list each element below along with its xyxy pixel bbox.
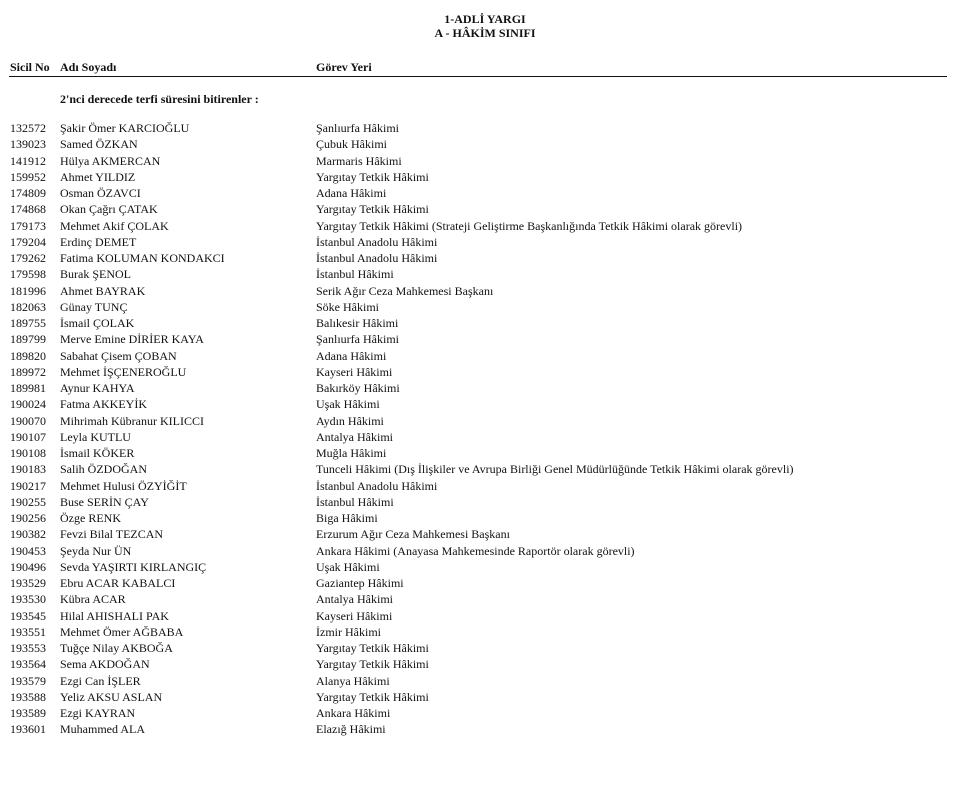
sicil-no-cell: 190070 [10, 413, 46, 428]
table-row [10, 689, 945, 705]
table-row [10, 153, 945, 169]
sicil-no-cell: 179173 [10, 218, 46, 233]
adi-soyadi-cell: Buse SERİN ÇAY [60, 494, 149, 509]
table-row [10, 396, 945, 412]
table-row [10, 218, 945, 234]
sicil-no-cell: 174809 [10, 186, 46, 200]
sicil-no-cell: 190108 [10, 446, 46, 460]
sicil-no-cell: 179262 [10, 251, 46, 265]
adi-soyadi-cell: Şeyda Nur ÜN [60, 543, 132, 558]
gorev-yeri-cell: İstanbul Hâkimi [316, 267, 394, 282]
adi-soyadi-cell: Ezgi KAYRAN [60, 706, 136, 720]
sicil-no-cell: 190453 [10, 543, 46, 558]
adi-soyadi-cell: Muhammed ALA [60, 722, 145, 737]
gorev-yeri-cell: Serik Ağır Ceza Mahkemesi Başkanı [316, 283, 494, 298]
adi-soyadi-cell: Ezgi Can İŞLER [60, 673, 141, 688]
sicil-no-cell: 139023 [10, 137, 46, 152]
gorev-yeri-cell: Marmaris Hâkimi [316, 153, 402, 168]
gorev-yeri-cell: Yargıtay Tetkik Hâkimi [316, 641, 429, 655]
title-line-1: 1-ADLİ YARGI [444, 12, 526, 26]
sicil-no-cell: 179598 [10, 267, 46, 282]
adi-soyadi-cell: Fatma AKKEYİK [60, 397, 147, 412]
table-row [10, 559, 945, 575]
sicil-no-cell: 190382 [10, 527, 46, 542]
gorev-yeri-cell: Antalya Hâkimi [316, 429, 393, 444]
adi-soyadi-cell: Leyla KUTLU [60, 429, 131, 444]
sicil-no-cell: 193601 [10, 722, 46, 737]
gorev-yeri-cell: Adana Hâkimi [316, 348, 387, 363]
table-row [10, 266, 945, 282]
table-row [10, 640, 945, 656]
gorev-yeri-cell: Balıkesir Hâkimi [316, 316, 399, 330]
table-row [10, 348, 945, 364]
sicil-no-cell: 193545 [10, 608, 46, 623]
adi-soyadi-cell: İsmail KÖKER [60, 446, 135, 460]
table-row [10, 624, 945, 640]
adi-soyadi-cell: Hilal AHISHALI PAK [60, 608, 169, 623]
document-titles [0, 12, 970, 40]
table-row [10, 575, 945, 591]
gorev-yeri-cell: İzmir Hâkimi [316, 624, 381, 639]
header-sicil-no: Sicil No [10, 60, 50, 74]
adi-soyadi-cell: Hülya AKMERCAN [60, 153, 161, 168]
sicil-no-cell: 193564 [10, 657, 46, 672]
table-row [10, 608, 945, 624]
table-row [10, 283, 945, 299]
sicil-no-cell: 193551 [10, 624, 46, 639]
adi-soyadi-cell: Fevzi Bilal TEZCAN [60, 527, 164, 542]
gorev-yeri-cell: Kayseri Hâkimi [316, 364, 393, 379]
adi-soyadi-cell: Samed ÖZKAN [60, 137, 138, 152]
sicil-no-cell: 132572 [10, 121, 46, 135]
table-row [10, 120, 945, 136]
sicil-no-cell: 174868 [10, 202, 46, 217]
gorev-yeri-cell: Erzurum Ağır Ceza Mahkemesi Başkanı [316, 527, 510, 542]
sicil-no-cell: 189972 [10, 364, 46, 379]
header-divider [9, 76, 947, 77]
adi-soyadi-cell: Sevda YAŞIRTI KIRLANGIÇ [60, 559, 207, 574]
adi-soyadi-cell: Sabahat Çisem ÇOBAN [60, 348, 177, 363]
table-row [10, 445, 945, 461]
sicil-no-cell: 179204 [10, 234, 46, 249]
sicil-no-cell: 190217 [10, 478, 46, 493]
gorev-yeri-cell: Uşak Hâkimi [316, 559, 380, 574]
table-row [10, 510, 945, 526]
sicil-no-cell: 190255 [10, 494, 46, 509]
adi-soyadi-cell: Mehmet Ömer AĞBABA [60, 624, 184, 639]
gorev-yeri-cell: İstanbul Anadolu Hâkimi [316, 251, 438, 265]
sicil-no-cell: 159952 [10, 169, 46, 184]
section-title: 2'nci derecede terfi süresini bitirenler : [60, 92, 259, 106]
table-row [10, 705, 945, 721]
sicil-no-cell: 193579 [10, 673, 46, 688]
adi-soyadi-cell: Erdinç DEMET [60, 234, 137, 249]
gorev-yeri-cell: Antalya Hâkimi [316, 592, 393, 607]
gorev-yeri-cell: Yargıtay Tetkik Hâkimi [316, 202, 429, 217]
adi-soyadi-cell: Yeliz AKSU ASLAN [60, 689, 163, 704]
sicil-no-cell: 193529 [10, 576, 46, 590]
adi-soyadi-cell: Merve Emine DİRİER KAYA [60, 332, 204, 347]
sicil-no-cell: 193589 [10, 706, 46, 720]
sicil-no-cell: 189981 [10, 381, 46, 395]
gorev-yeri-cell: Şanlıurfa Hâkimi [316, 332, 399, 347]
gorev-yeri-cell: İstanbul Hâkimi [316, 494, 394, 509]
adi-soyadi-cell: Mehmet Hulusi ÖZYİĞİT [60, 478, 187, 493]
table-row [10, 526, 945, 542]
sicil-no-cell: 193553 [10, 641, 46, 655]
gorev-yeri-cell: Yargıtay Tetkik Hâkimi (Strateji Geliştirme Başkanlığında Tetkik Hâkimi olarak görevli) [316, 218, 743, 233]
gorev-yeri-cell: Çubuk Hâkimi [316, 137, 387, 152]
gorev-yeri-cell: Yargıtay Tetkik Hâkimi [316, 169, 429, 184]
title-line-2: A - HÂKİM SINIFI [434, 26, 536, 40]
adi-soyadi-cell: Salih ÖZDOĞAN [60, 462, 147, 477]
gorev-yeri-cell: Gaziantep Hâkimi [316, 576, 404, 590]
table-row [10, 169, 945, 185]
table-row [10, 413, 945, 429]
gorev-yeri-cell: Bakırköy Hâkimi [316, 381, 400, 395]
gorev-yeri-cell: Alanya Hâkimi [316, 673, 390, 688]
adi-soyadi-cell: Okan Çağrı ÇATAK [60, 202, 158, 217]
sicil-no-cell: 190107 [10, 429, 46, 444]
gorev-yeri-cell: İstanbul Anadolu Hâkimi [316, 478, 438, 493]
sicil-no-cell: 190256 [10, 511, 46, 525]
adi-soyadi-cell: Tuğçe Nilay AKBOĞA [60, 641, 173, 655]
gorev-yeri-cell: Aydın Hâkimi [316, 413, 384, 428]
table-row [10, 429, 945, 445]
gorev-yeri-cell: Söke Hâkimi [316, 299, 379, 314]
adi-soyadi-cell: Ahmet YILDIZ [60, 169, 136, 184]
table-row [10, 543, 945, 559]
table-row [10, 721, 945, 737]
table-row [10, 591, 945, 607]
adi-soyadi-cell: Mehmet Akif ÇOLAK [60, 218, 169, 233]
table-row [10, 380, 945, 396]
gorev-yeri-cell: Muğla Hâkimi [316, 446, 387, 460]
table-row [10, 136, 945, 152]
sicil-no-cell: 182063 [10, 299, 46, 314]
gorev-yeri-cell: İstanbul Anadolu Hâkimi [316, 234, 438, 249]
table-row [10, 201, 945, 217]
gorev-yeri-cell: Ankara Hâkimi (Anayasa Mahkemesinde Raportör olarak görevli) [316, 543, 635, 558]
personnel-table-body [10, 120, 945, 738]
adi-soyadi-cell: Şakir Ömer KARCIOĞLU [60, 121, 190, 135]
sicil-no-cell: 189820 [10, 348, 46, 363]
sicil-no-cell: 189755 [10, 316, 46, 330]
adi-soyadi-cell: Sema AKDOĞAN [60, 657, 150, 672]
gorev-yeri-cell: Adana Hâkimi [316, 186, 387, 200]
table-row [10, 299, 945, 315]
table-row [10, 234, 945, 250]
table-row [10, 478, 945, 494]
sicil-no-cell: 189799 [10, 332, 46, 347]
table-row [10, 673, 945, 689]
sicil-no-cell: 190024 [10, 397, 46, 412]
table-row [10, 364, 945, 380]
gorev-yeri-cell: Elazığ Hâkimi [316, 722, 386, 737]
adi-soyadi-cell: Ebru ACAR KABALCI [60, 576, 176, 590]
gorev-yeri-cell: Uşak Hâkimi [316, 397, 380, 412]
sicil-no-cell: 190496 [10, 559, 46, 574]
adi-soyadi-cell: Ahmet BAYRAK [60, 283, 146, 298]
table-row [10, 315, 945, 331]
gorev-yeri-cell: Ankara Hâkimi [316, 706, 391, 720]
table-row [10, 185, 945, 201]
gorev-yeri-cell: Tunceli Hâkimi (Dış İlişkiler ve Avrupa Birliği Genel Müdürlüğünde Tetkik Hâkimi olarak görevli) [316, 462, 794, 477]
adi-soyadi-cell: Kübra ACAR [60, 592, 126, 607]
gorev-yeri-cell: Şanlıurfa Hâkimi [316, 121, 399, 135]
sicil-no-cell: 193588 [10, 689, 46, 704]
sicil-no-cell: 193530 [10, 592, 46, 607]
sicil-no-cell: 190183 [10, 462, 46, 477]
header-gorev-yeri: Görev Yeri [316, 60, 372, 74]
gorev-yeri-cell: Kayseri Hâkimi [316, 608, 393, 623]
adi-soyadi-cell: Mihrimah Kübranur KILICCI [60, 413, 204, 428]
adi-soyadi-cell: İsmail ÇOLAK [60, 316, 135, 330]
table-row [10, 461, 945, 477]
header-adi-soyadi: Adı Soyadı [60, 60, 117, 74]
gorev-yeri-cell: Yargıtay Tetkik Hâkimi [316, 689, 429, 704]
gorev-yeri-cell: Biga Hâkimi [316, 511, 378, 525]
adi-soyadi-cell: Osman ÖZAVCI [60, 186, 141, 200]
sicil-no-cell: 141912 [10, 153, 46, 168]
adi-soyadi-cell: Aynur KAHYA [60, 381, 135, 395]
table-row [10, 494, 945, 510]
gorev-yeri-cell: Yargıtay Tetkik Hâkimi [316, 657, 429, 672]
table-header [10, 60, 945, 74]
table-row [10, 250, 945, 266]
adi-soyadi-cell: Günay TUNÇ [60, 299, 128, 314]
adi-soyadi-cell: Özge RENK [60, 511, 121, 525]
table-row [10, 656, 945, 672]
adi-soyadi-cell: Fatima KOLUMAN KONDAKCI [60, 251, 225, 265]
adi-soyadi-cell: Mehmet İŞÇENEROĞLU [60, 364, 187, 379]
adi-soyadi-cell: Burak ŞENOL [60, 267, 131, 282]
table-row [10, 331, 945, 347]
sicil-no-cell: 181996 [10, 283, 46, 298]
